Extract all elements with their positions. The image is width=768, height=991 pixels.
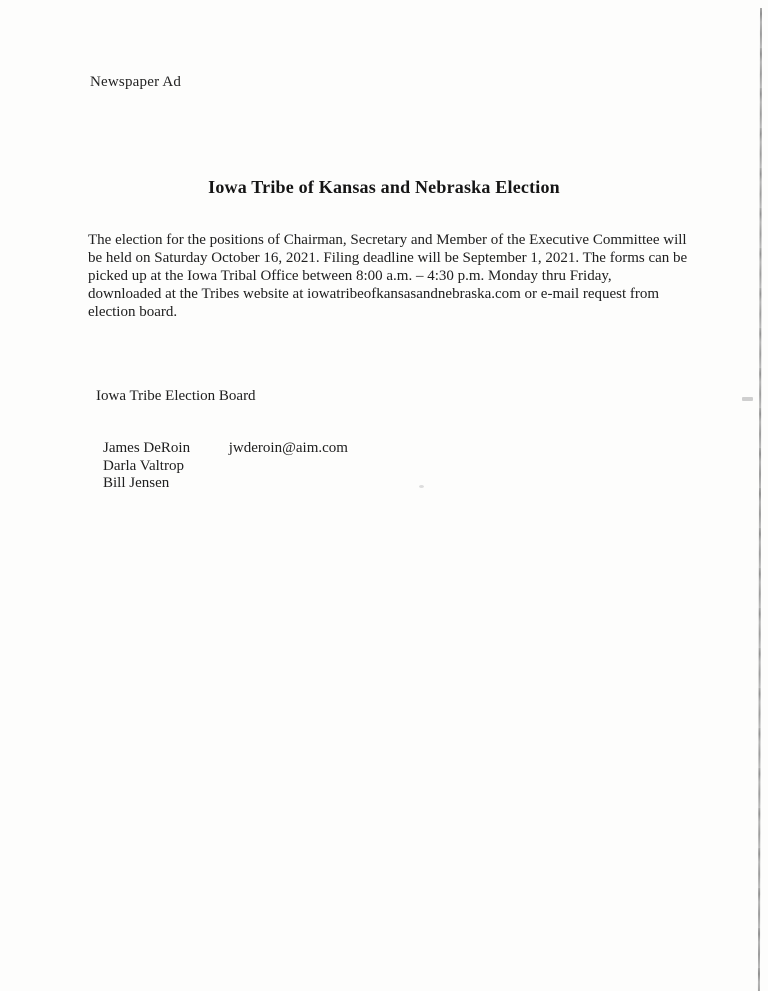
scan-edge-artifact-line bbox=[758, 8, 762, 991]
board-member-row bbox=[103, 440, 348, 458]
member-email: jwderoin@aim.com bbox=[228, 440, 348, 456]
board-member-row bbox=[103, 475, 348, 493]
scan-artifact-dash bbox=[742, 397, 753, 401]
election-board-heading: Iowa Tribe Election Board bbox=[96, 388, 256, 404]
member-name: Darla Valtrop bbox=[103, 457, 184, 474]
document-type-label: Newspaper Ad bbox=[90, 74, 182, 90]
member-name: James DeRoin bbox=[103, 440, 191, 456]
board-members-list bbox=[103, 440, 348, 493]
board-member-row bbox=[103, 458, 348, 476]
member-name: Bill Jensen bbox=[103, 475, 170, 491]
body-paragraph: The election for the positions of Chairman, Secretary and Member of the Executive Committee will be held on Saturday October 16, 2021. Filing deadline will be September 1, 2021. The forms can be picked up at the Iowa Tribal Office between 8:00 a.m. – 4:30 p.m. Monday thru Friday, downloaded at the Tribes website at iowatribeofkansasandnebraska.com or e-mail request from election board. bbox=[88, 232, 688, 320]
document-title: Iowa Tribe of Kansas and Nebraska Election bbox=[208, 177, 560, 197]
scan-artifact-speck bbox=[419, 485, 424, 488]
